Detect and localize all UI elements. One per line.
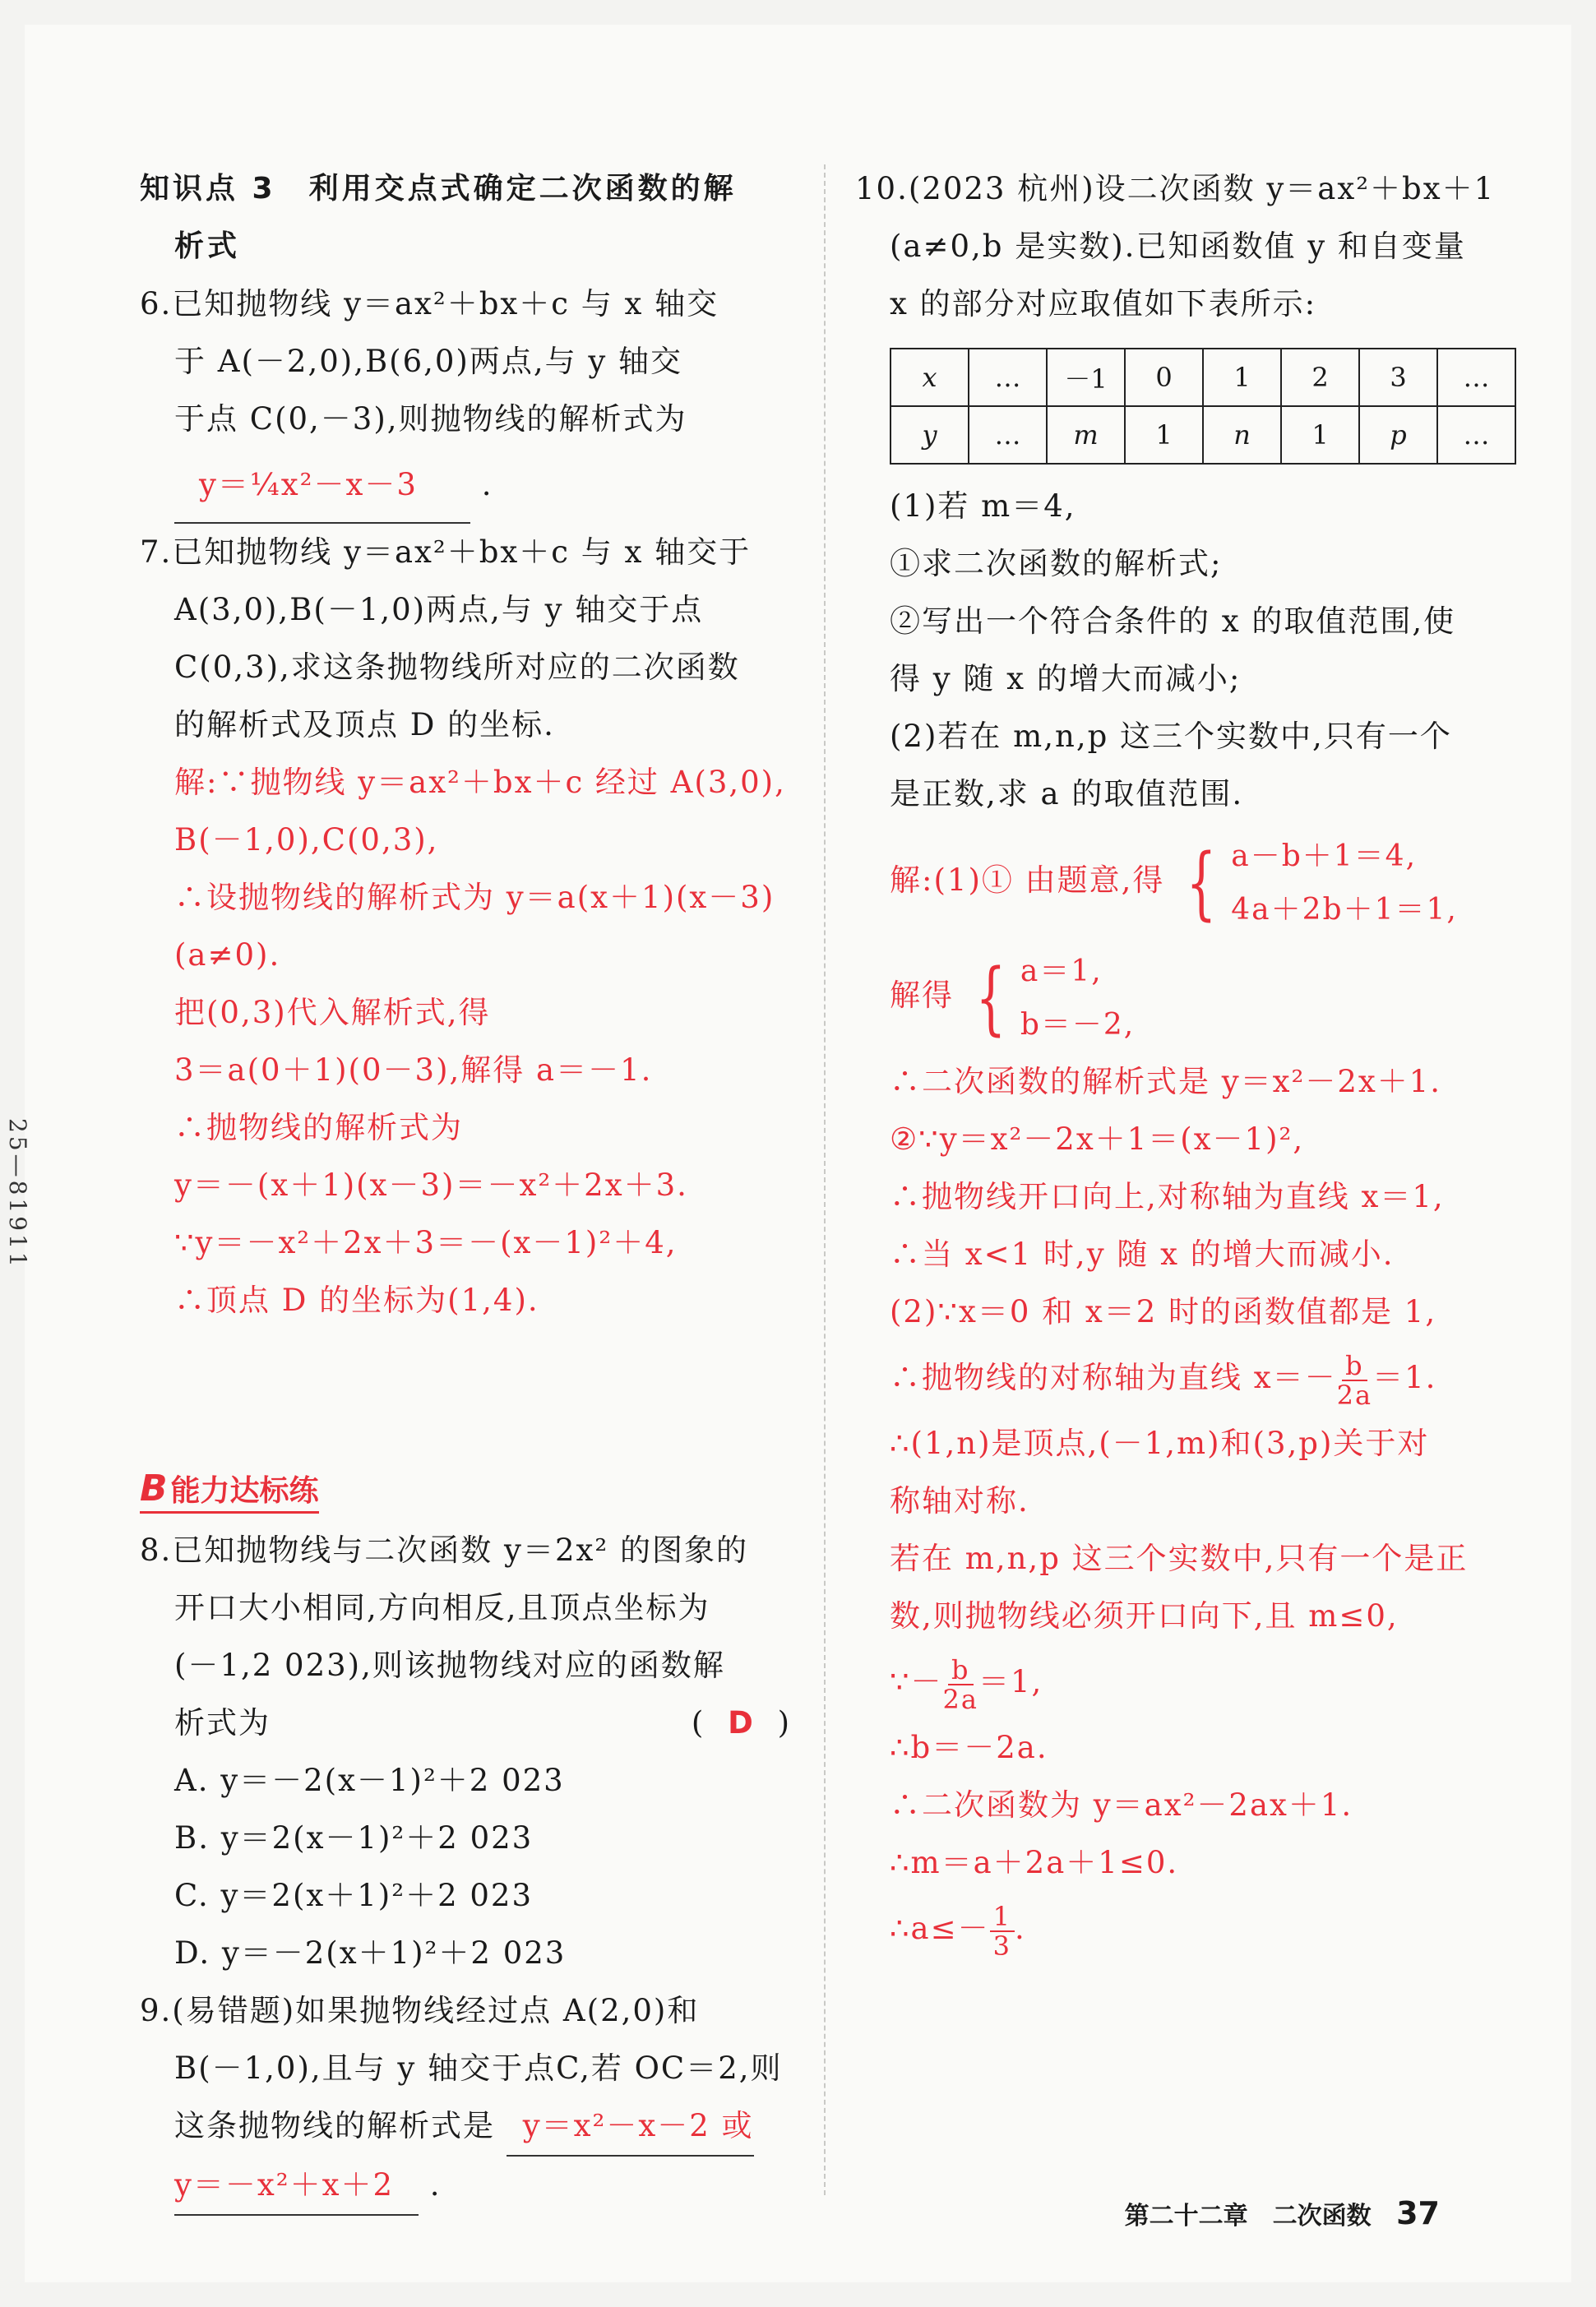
q6-answer: y＝¼x²－x－3 xyxy=(174,448,470,524)
table-cell: －1 xyxy=(1047,349,1125,406)
q8-answer-bracket xyxy=(692,1694,791,1752)
fraction-denominator: 2a xyxy=(1336,1379,1373,1411)
because-suffix: ＝1, xyxy=(978,1664,1043,1699)
knowledge-point-heading: 知识点 3 利用交点式确定二次函数的解 xyxy=(140,172,737,206)
table-row-x xyxy=(891,349,1515,406)
solution-line: ∴m＝a＋2a＋1≤0. xyxy=(890,1845,1179,1880)
final-line xyxy=(855,1892,1521,1966)
solution-system-1 xyxy=(855,823,1521,938)
q7-solution-line: 解:∵抛物线 y＝ax²＋bx＋c 经过 A(3,0), xyxy=(174,765,786,800)
equation-system xyxy=(1176,830,1458,936)
question-6 xyxy=(140,275,798,524)
q8-line-last xyxy=(140,1694,798,1752)
brace-icon: { xyxy=(975,951,1007,1044)
q8-answer: D xyxy=(728,1705,755,1741)
q7-line: 的解析式及顶点 D 的坐标. xyxy=(174,707,555,742)
q8-paren-close: ) xyxy=(777,1705,791,1741)
solution-intro: 解:(1)① 由题意,得 xyxy=(890,862,1165,898)
q7-solution-line: ∵y＝－x²＋2x＋3＝－(x－1)²＋4, xyxy=(174,1225,678,1260)
page-footer xyxy=(1125,2195,1440,2231)
q9-line xyxy=(140,2157,798,2216)
final-prefix: ∴a≤－ xyxy=(890,1911,990,1946)
column-divider xyxy=(824,164,826,2195)
q7-solution-line: ∴抛物线的解析式为 xyxy=(174,1110,463,1145)
system-rows xyxy=(1020,945,1135,1052)
q7-solution-line: y＝－(x＋1)(x－3)＝－x²＋2x＋3. xyxy=(174,1167,688,1203)
table-cell: n xyxy=(1203,406,1281,464)
table-cell: 1 xyxy=(1281,406,1359,464)
q8-option: B. y＝2(x－1)²＋2 023 xyxy=(174,1820,534,1856)
table-row-y xyxy=(891,406,1515,464)
table-cell: m xyxy=(1047,406,1125,464)
q7-solution-line: ∴设抛物线的解析式为 y＝a(x＋1)(x－3) xyxy=(174,880,775,915)
fraction xyxy=(942,1653,978,1715)
table-cell: 1 xyxy=(1125,406,1203,464)
q10-line: (a≠0,b 是实数).已知函数值 y 和自变量 xyxy=(890,229,1466,264)
table-cell: … xyxy=(1437,349,1515,406)
section-b-mark: B xyxy=(140,1468,168,1509)
page-number: 37 xyxy=(1396,2195,1440,2231)
table-cell: 3 xyxy=(1359,349,1437,406)
q8-option: C. y＝2(x＋1)²＋2 023 xyxy=(174,1878,533,1913)
q10-part: 得 y 随 x 的增大而减小; xyxy=(890,661,1242,696)
q9-period: . xyxy=(429,2167,442,2203)
q7-solution-line: B(－1,0),C(0,3), xyxy=(174,822,439,858)
system-rows xyxy=(1231,830,1458,936)
q8-option: A. y＝－2(x－1)²＋2 023 xyxy=(174,1763,565,1798)
question-7 xyxy=(140,524,798,1329)
solve-label: 解得 xyxy=(890,978,954,1013)
section-b-label: 能力达标练 xyxy=(170,1474,319,1508)
q6-line: 6.已知抛物线 y＝ax²＋bx＋c 与 x 轴交 xyxy=(140,286,719,321)
question-10 xyxy=(855,160,1521,1966)
table-cell: … xyxy=(969,349,1047,406)
axis-prefix: ∴抛物线的对称轴为直线 x＝－ xyxy=(890,1360,1337,1395)
spacer xyxy=(140,1329,798,1453)
side-code: 25—81911 xyxy=(4,1118,31,1270)
fraction-denominator: 2a xyxy=(942,1683,978,1715)
solution-line: 若在 m,n,p 这三个实数中,只有一个是正 xyxy=(890,1541,1469,1576)
solution-line: ∴二次函数为 y＝ax²－2ax＋1. xyxy=(890,1787,1353,1823)
q6-answer-row xyxy=(140,448,798,524)
q7-solution xyxy=(140,754,798,1329)
axis-line xyxy=(855,1341,1521,1415)
q6-period: . xyxy=(481,467,493,502)
knowledge-point-heading-cont: 析式 xyxy=(174,229,241,263)
solution-line: 称轴对称. xyxy=(890,1483,1029,1519)
q8-option: D. y＝－2(x＋1)²＋2 023 xyxy=(174,1935,567,1971)
table-cell: … xyxy=(1437,406,1515,464)
solution-line: ∴二次函数的解析式是 y＝x²－2x＋1. xyxy=(890,1064,1442,1099)
fraction xyxy=(1336,1349,1373,1411)
q10-part: (2)若在 m,n,p 这三个实数中,只有一个 xyxy=(890,719,1452,754)
solution-line: ②∵y＝x²－2x＋1＝(x－1)², xyxy=(890,1121,1305,1157)
left-column xyxy=(140,160,798,2216)
fraction-denominator: 3 xyxy=(992,1930,1011,1962)
table-cell: 0 xyxy=(1125,349,1203,406)
table-cell: x xyxy=(891,349,969,406)
right-column xyxy=(855,160,1521,1966)
q10-line: x 的部分对应取值如下表所示: xyxy=(890,286,1317,321)
q8-line: 开口大小相同,方向相反,且顶点坐标为 xyxy=(174,1590,710,1625)
system-equation: a－b＋1＝4, xyxy=(1231,839,1418,873)
solution-line: ∴b＝－2a. xyxy=(890,1730,1048,1765)
q7-line: 7.已知抛物线 y＝ax²＋bx＋c 与 x 轴交于 xyxy=(140,534,752,570)
solution-system-2 xyxy=(855,938,1521,1053)
because-prefix: ∵－ xyxy=(890,1664,943,1699)
q7-solution-line: ∴顶点 D 的坐标为(1,4). xyxy=(174,1283,539,1318)
q8-paren-open: ( xyxy=(691,1705,705,1741)
solution-line: (2)∵x＝0 和 x＝2 时的函数值都是 1, xyxy=(890,1294,1437,1329)
solution-line: ∴当 x<1 时,y 随 x 的增大而减小. xyxy=(890,1237,1395,1272)
fraction xyxy=(990,1902,1015,1960)
fraction-numerator: 1 xyxy=(990,1902,1015,1932)
q10-part: (1)若 m＝4, xyxy=(890,488,1076,524)
q7-line: C(0,3),求这条抛物线所对应的二次函数 xyxy=(174,650,740,685)
q8-line: (－1,2 023),则该抛物线对应的函数解 xyxy=(174,1648,725,1683)
fraction-numerator: b xyxy=(948,1656,973,1685)
table-cell: p xyxy=(1359,406,1437,464)
q9-answer-part2: y＝－x²＋x＋2 xyxy=(174,2157,419,2216)
axis-suffix: ＝1. xyxy=(1372,1360,1437,1395)
system-equation: a＝1, xyxy=(1020,954,1103,988)
system-equation: 4a＋2b＋1＝1, xyxy=(1231,892,1458,927)
question-9 xyxy=(140,1982,798,2216)
table-cell: 1 xyxy=(1203,349,1281,406)
fraction-numerator: b xyxy=(1342,1352,1367,1381)
value-table xyxy=(890,348,1516,465)
brace-icon: { xyxy=(1186,836,1218,929)
final-suffix: . xyxy=(1014,1911,1026,1946)
q7-solution-line: 3＝a(0＋1)(0－3),解得 a＝－1. xyxy=(174,1052,653,1088)
q6-line: 于 A(－2,0),B(6,0)两点,与 y 轴交 xyxy=(174,344,683,379)
q9-line-prefix: 这条抛物线的解析式是 xyxy=(174,2108,495,2143)
q6-line: 于点 C(0,－3),则抛物线的解析式为 xyxy=(174,401,687,437)
q7-solution-line: 把(0,3)代入解析式,得 xyxy=(174,995,491,1030)
table-cell: 2 xyxy=(1281,349,1359,406)
system-equation: b＝－2, xyxy=(1020,1007,1136,1042)
because-line xyxy=(855,1645,1521,1719)
q7-solution-line: (a≠0). xyxy=(174,937,281,973)
solution-line: ∴抛物线开口向上,对称轴为直线 x＝1, xyxy=(890,1179,1445,1214)
q10-part: 是正数,求 a 的取值范围. xyxy=(890,776,1244,811)
table-cell: … xyxy=(969,406,1047,464)
q8-line-text: 析式为 xyxy=(174,1705,271,1741)
table-cell: y xyxy=(891,406,969,464)
q10-solution xyxy=(855,823,1521,1966)
solution-line: 数,则抛物线必须开口向下,且 m≤0, xyxy=(890,1598,1399,1634)
solution-line: ∴(1,n)是顶点,(－1,m)和(3,p)关于对 xyxy=(890,1426,1430,1461)
q8-line: 8.已知抛物线与二次函数 y＝2x² 的图象的 xyxy=(140,1533,748,1568)
q9-line xyxy=(140,2097,798,2157)
q10-part: ②写出一个符合条件的 x 的取值范围,使 xyxy=(890,603,1456,639)
chapter-title: 第二十二章 二次函数 xyxy=(1124,2202,1372,2231)
q10-line: 10.(2023 杭州)设二次函数 y＝ax²＋bx＋1 xyxy=(855,171,1496,206)
section-b-title xyxy=(140,1469,319,1514)
q9-line: B(－1,0),且与 y 轴交于点C,若 OC＝2,则 xyxy=(174,2050,783,2086)
equation-system xyxy=(965,945,1135,1052)
q10-part: ①求二次函数的解析式; xyxy=(890,546,1223,581)
q9-answer-part1: y＝x²－x－2 或 xyxy=(507,2097,754,2157)
question-8 xyxy=(140,1522,798,1982)
q9-line: 9.(易错题)如果抛物线经过点 A(2,0)和 xyxy=(140,1993,700,2028)
textbook-page xyxy=(4,25,1571,2282)
q7-line: A(3,0),B(－1,0)两点,与 y 轴交于点 xyxy=(174,592,704,627)
